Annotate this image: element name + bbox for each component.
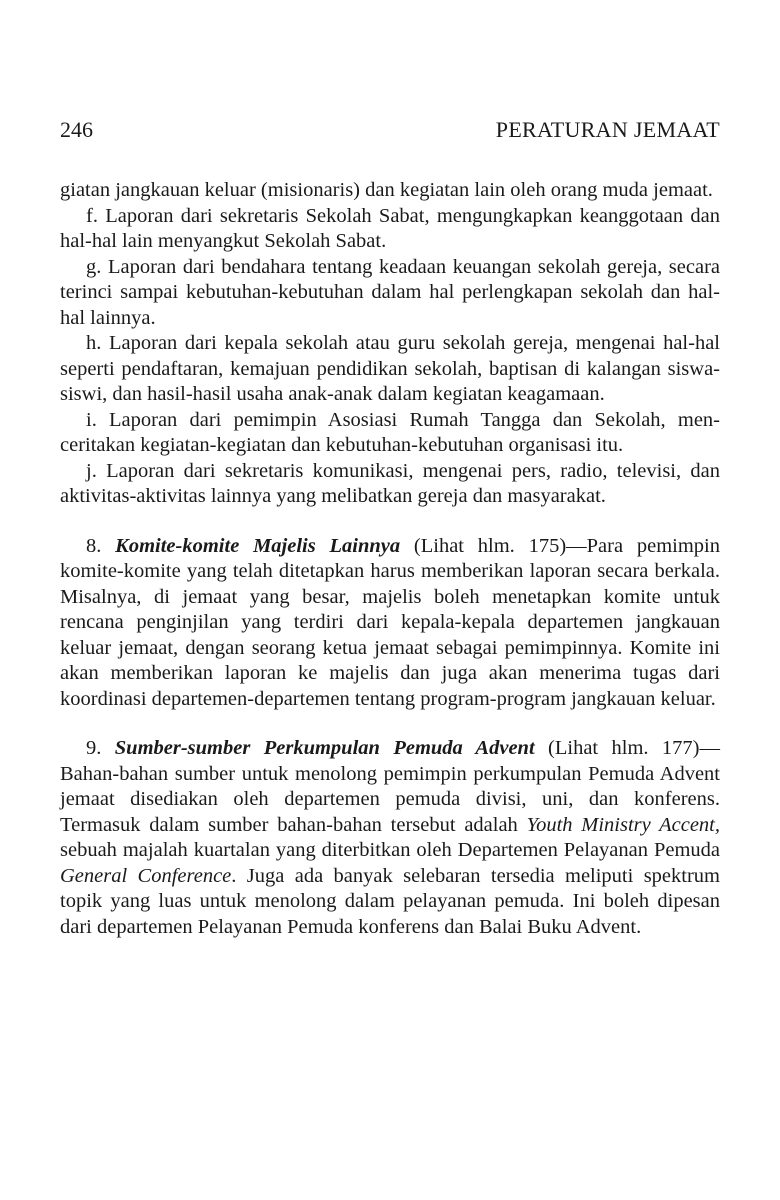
section-9-italic-conference: General Conference: [60, 864, 232, 887]
paragraph-item-h: h. Laporan dari kepala sekolah atau guru sekolah gereja, mengenai hal-hal seperti pendaftaran, kemajuan pendidikan sekolah, baptisan di kalangan siswa-siswi, dan hasil-hasil usaha anak-anak dalam kegiatan keagamaan.: [60, 332, 720, 405]
page-body: [60, 178, 720, 940]
section-9-text-1: (Lihat hlm. 177)—Bahan-bahan sumber untuk menolong pemimpin perkumpulan Pemuda Advent jemaat disediakan oleh departemen pemuda divisi, uni, dan konferens. Termasuk dalam sumber bahan-bahan tersebut adalah: [60, 737, 721, 836]
section-9: [60, 736, 720, 940]
section-8-text: (Lihat hlm. 175)—Para pemimpin komite-komite yang telah ditetapkan harus memberikan laporan secara berkala. Misalnya, di jemaat yang besar, majelis boleh menetapkan komite untuk rencana penginjilan yang terdiri dari kepala-kepala departemen jangkauan keluar jemaat, dengan seorang ketua jemaat sebagai pemimpinnya. Komite ini akan memberikan laporan ke majelis dan juga akan menerima tugas dari koordinasi departemen-departemen tentang program-program jangkauan keluar.: [60, 534, 720, 710]
section-8-title: Komite-komite Majelis Lainnya: [115, 534, 401, 557]
paragraph-item-i: i. Laporan dari pemimpin Asosiasi Rumah Tangga dan Sekolah, menceritakan kegiatan-kegiatan dan kebutuhan-kebutuhan organisasi itu.: [60, 408, 720, 456]
paragraph-continuation: giatan jangkauan keluar (misionaris) dan kegiatan lain oleh orang muda jemaat.: [60, 179, 713, 201]
section-9-number: 9.: [86, 737, 115, 759]
section-9-italic-journal: Youth Ministry Accent,: [526, 813, 721, 836]
page-header: [60, 115, 720, 145]
paragraph-item-f: f. Laporan dari sekretaris Sekolah Sabat, mengungkapkan keanggotaan dan hal-hal lain menyangkut Sekolah Sabat.: [60, 204, 720, 252]
running-head: PERATURAN JEMAAT: [495, 117, 720, 142]
section-9-text-2: sebuah majalah kuartalan yang diterbitkan oleh Departemen Pelayanan Pemuda: [60, 839, 720, 861]
page-number: 246: [60, 117, 93, 142]
section-8-number: 8.: [86, 534, 116, 557]
section-8: [60, 534, 720, 713]
paragraph-item-j: j. Laporan dari sekretaris komunikasi, mengenai pers, radio, televisi, dan aktivitas-aktivitas lainnya yang melibatkan gereja dan masyarakat.: [60, 459, 720, 507]
section-9-text-3: . Juga ada banyak selebaran tersedia meliputi spektrum topik yang luas untuk menolong dalam pelayanan pemuda. Ini boleh dipesan dari departemen Pelayanan Pemuda konferens dan Balai Buku Advent.: [60, 864, 720, 938]
section-9-title: Sumber-sumber Perkumpulan Pemuda Advent: [114, 737, 535, 759]
paragraph-item-g: g. Laporan dari bendahara tentang keadaan keuangan sekolah gereja, secara terinci sampai kebutuhan-kebutuhan dalam hal perlengkapan sekolah dan hal-hal lainnya.: [60, 255, 720, 329]
